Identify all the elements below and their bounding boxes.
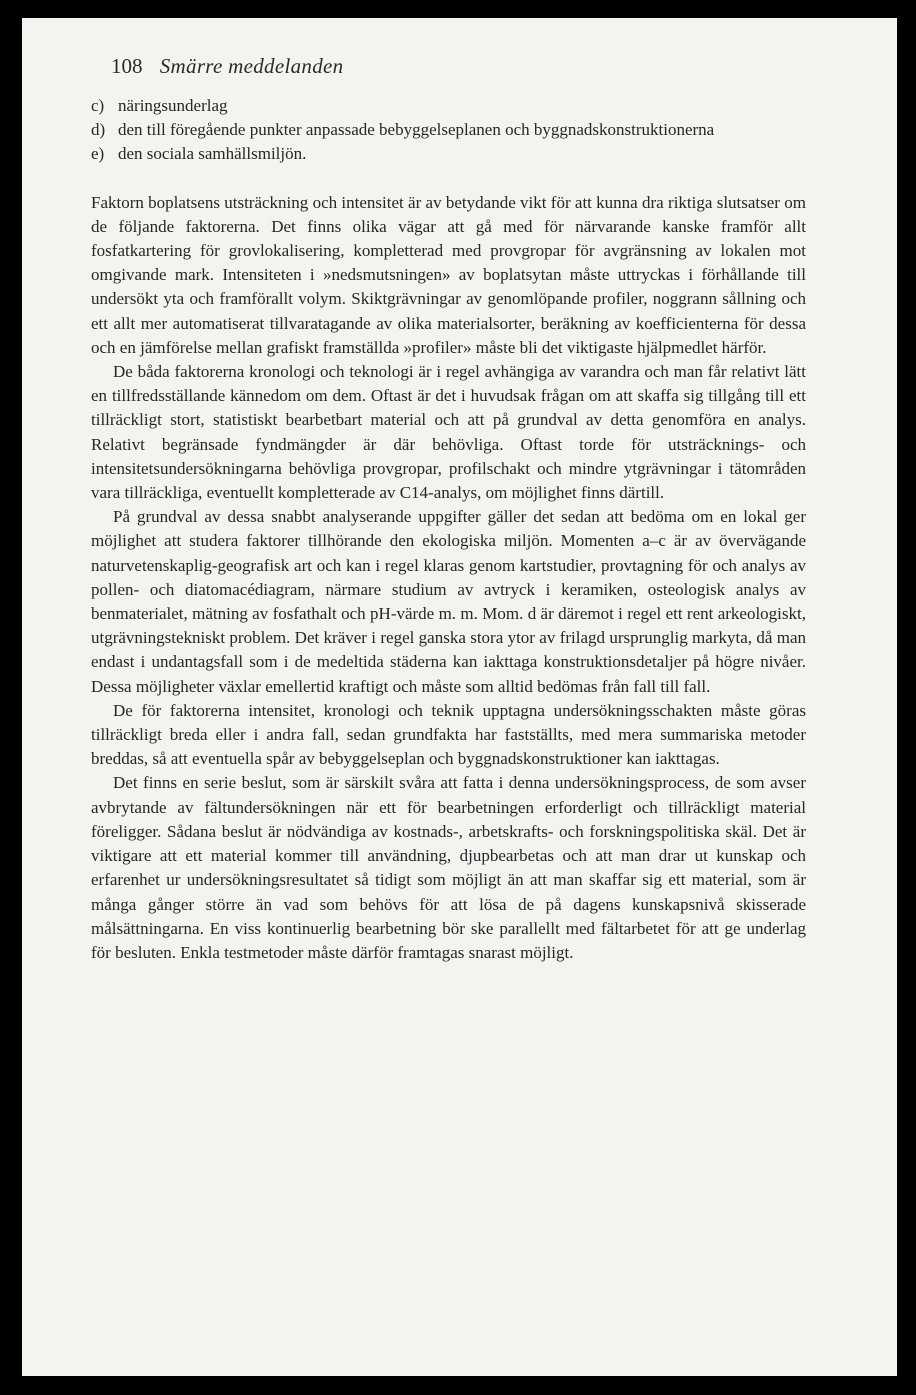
page-number: 108 (111, 54, 143, 78)
book-page (22, 18, 897, 1376)
paragraph: De för faktorerna intensitet, kronologi och teknik upptagna undersökningsschakten måste göras tillräckligt breda eller i andra fall, sedan grundfakta har fastställts, med mera summariska metoder breddas, så att eventuella spår av bebyggelseplan och byggnadskonstruktioner kan iakttagas. (91, 700, 806, 769)
list-marker: e) (91, 144, 105, 164)
list-item-text: den sociala samhällsmiljön. (118, 144, 307, 164)
enumerated-list (91, 94, 806, 167)
list-marker: d) (91, 120, 106, 140)
paragraph: Det finns en serie beslut, som är särskilt svåra att fatta i denna undersökningsprocess, de som avser avbrytande av fältundersökningen när ett för bearbetningen erforderligt och tillräckligt material föreligger. Sådana beslut är nödvändiga av kostnads-, arbetskrafts- och forskningspolitiska skäl. Det är viktigare att ett material kommer till användning, djupbearbetas och att man drar ut kunskap och erfarenhet ur undersökningsresultatet så tidigt som möjligt än att man skaffar sig ett material, som är många gånger större än vad som behövs för att lösa de på dagens kunskapsnivå skisserade målsättningarna. En viss kontinuerlig bearbetning bör ske parallellt med fältarbetet för att ge underlag för besluten. Enkla testmetoder måste därför framtagas snarast möjligt. (91, 773, 806, 962)
paragraph: De båda faktorerna kronologi och teknologi är i regel avhängiga av varandra och man får relativt lätt en tillfredsställande kännedom om dem. Oftast är det i huvudsak frågan om att skaffa sig tillgång till ett tillräckligt stort, statistiskt bearbetbart material och att på grundval av detta genomföra en analys. Relativt begränsade fyndmängder är där behövliga. Oftast torde för utsträcknings- och intensitetsundersökningarna behövliga provgropar, profilschakt och mindre ytgrävningar i tätområden vara tillräckliga, eventuellt kompletterade av C14-analys, om möjlighet finns därtill. (91, 362, 806, 503)
list-marker: c) (91, 96, 105, 115)
list-item (91, 94, 806, 118)
paragraph: Faktorn boplatsens utsträckning och intensitet är av betydande vikt för att kunna dra riktiga slutsatser om de följande faktorerna. Det finns olika vägar att gå med för närvarande kanske framför allt fosfatkartering för grovlokalisering, kompletterad med provgropar för avgränsning av lokalen mot omgivande mark. Intensiteten i »nedsmutsningen» av boplatsytan måste uttryckas i förhållande till undersökt yta och framförallt volym. Skiktgrävningar av genomlöpande profiler, noggrann sållning och ett allt mer automatiserat tillvaratagande av olika materialsorter, beräkning av koefficienterna för dessa och en jämförelse mellan grafiskt framställda »profiler» måste bli det viktigaste hjälpmedlet härför. (91, 192, 806, 357)
page-header (111, 50, 343, 82)
list-item (91, 118, 806, 142)
paragraph: På grundval av dessa snabbt analyserande uppgifter gäller det sedan att bedöma om en lokal ger möjlighet att studera faktorer tillhörande den ekologiska miljön. Momenten a–c är av övervägande naturvetenskaplig-geografisk art och kan i regel klaras genom kartstudier, provtagning för och analys av pollen- och diatomacédiagram, närmare studium av avtryck i keramiken, osteologisk analys av benmaterialet, mätning av fosfathalt och pH-värde m. m. Mom. d är däremot i regel ett rent arkeologiskt, utgrävningstekniskt problem. Det kräver i regel ganska stora ytor av frilagd ursprunglig markyta, då man endast i undantagsfall som i de medeltida städerna kan iakttaga konstruktionsdetaljer på högre nivåer. Dessa möjligheter växlar emellertid kraftigt och måste som alltid bedömas från fall till fall. (91, 507, 806, 696)
list-item-text: den till föregående punkter anpassade bebyggelseplanen och byggnadskonstruktionerna (118, 120, 715, 140)
list-item-text: näringsunderlag (118, 96, 228, 115)
body-text (91, 94, 806, 965)
running-title: Smärre meddelanden (159, 54, 344, 78)
list-item (91, 142, 806, 166)
